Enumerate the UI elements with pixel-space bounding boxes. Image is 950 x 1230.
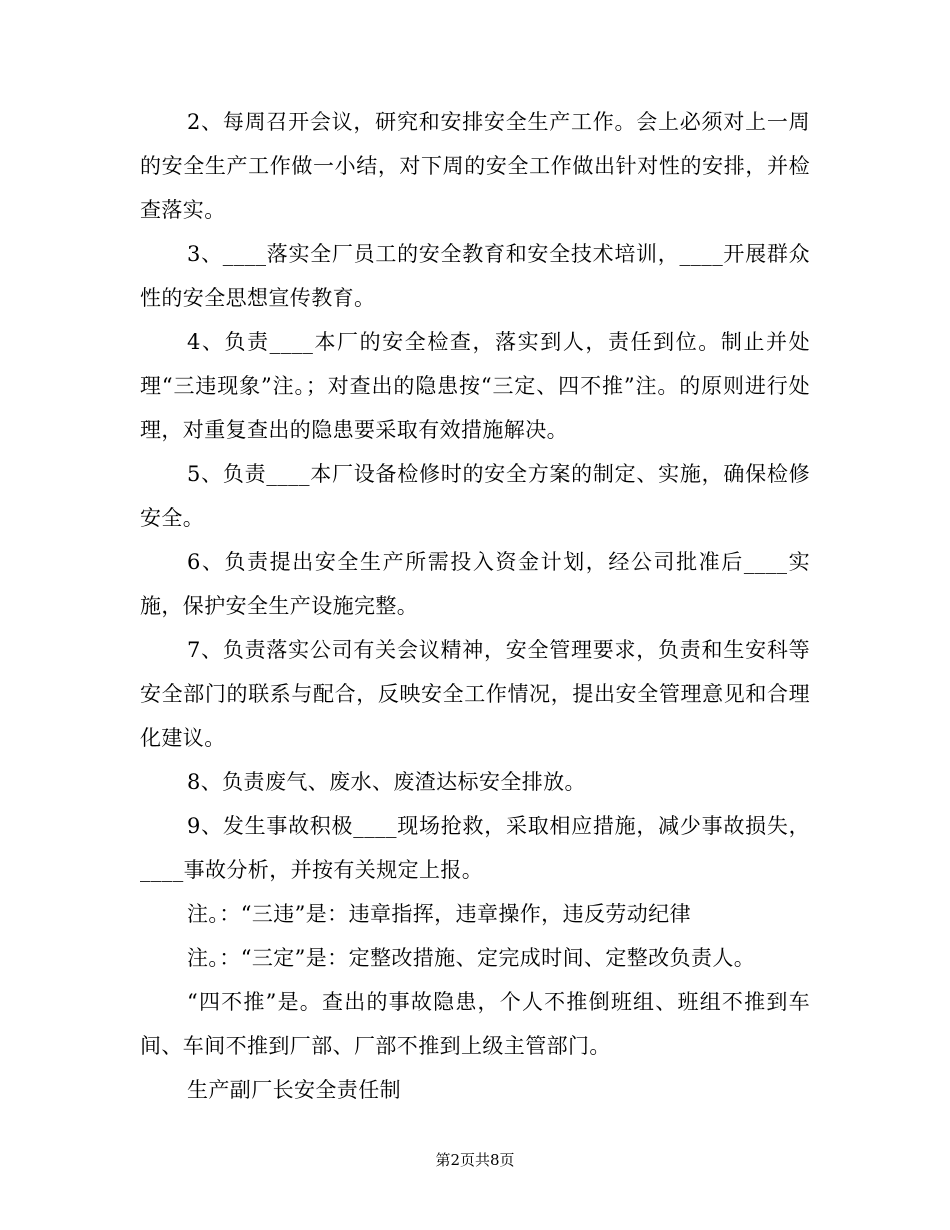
paragraph-item-7: 7、负责落实公司有关会议精神，安全管理要求，负责和生安科等安全部门的联系与配合，反映安全工作情况，提出安全管理意见和合理化建议。 (140, 638, 810, 750)
paragraph-item-3: 3、____落实全厂员工的安全教育和安全技术培训，____开展群众性的安全思想宣传教育。 (140, 242, 810, 310)
paragraph-item-2: 2、每周召开会议，研究和安排安全生产工作。会上必须对上一周的安全生产工作做一小结，对下周的安全工作做出针对性的安排，并检查落实。 (140, 110, 810, 222)
paragraph-item-9: 9、发生事故积极____现场抢救，采取相应措施，减少事故损失，____事故分析，并按有关规定上报。 (140, 814, 810, 882)
page-number-footer: 第2页共8页 (435, 1151, 515, 1169)
paragraph-item-4: 4、负责____本厂的安全检查，落实到人，责任到位。制止并处理“三违现象”注。；对查出的隐患按“三定、四不推”注。的原则进行处理，对重复查出的隐患要采取有效措施解决。 (140, 330, 810, 442)
section-heading: 生产副厂长安全责任制 (187, 1078, 401, 1102)
note-four-no-push: “四不推”是。查出的事故隐患，个人不推倒班组、班组不推到车间、车间不推到厂部、厂部不推到上级主管部门。 (140, 990, 810, 1058)
paragraph-item-5: 5、负责____本厂设备检修时的安全方案的制定、实施，确保检修安全。 (140, 462, 810, 530)
paragraph-item-6: 6、负责提出安全生产所需投入资金计划，经公司批准后____实施，保护安全生产设施完整。 (140, 550, 810, 618)
note-three-violations: 注。：“三违”是：违章指挥，违章操作，违反劳动纪律 (187, 902, 691, 926)
paragraph-item-8: 8、负责废气、废水、废渣达标安全排放。 (187, 770, 586, 794)
note-three-fixes: 注。：“三定”是：定整改措施、定完成时间、定整改负责人。 (187, 946, 756, 970)
document-body (140, 100, 810, 1112)
